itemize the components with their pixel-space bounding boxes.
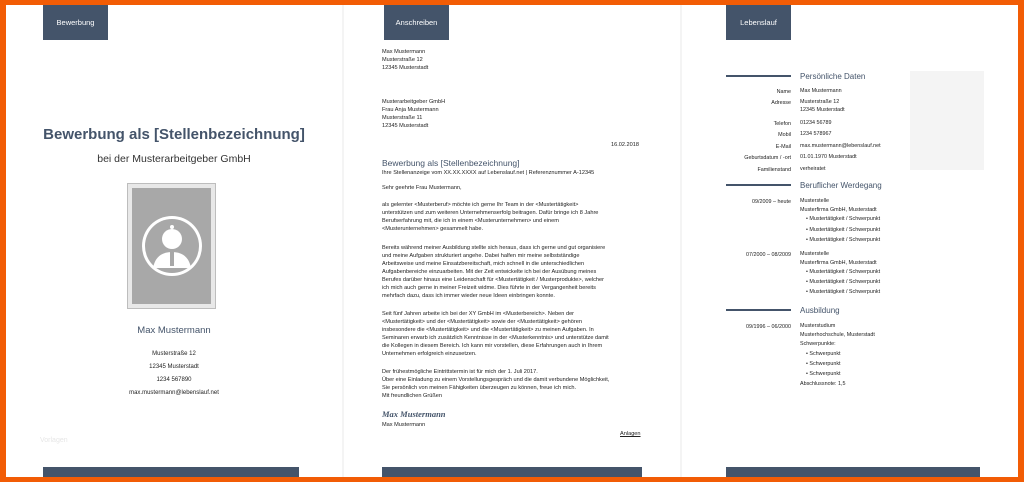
paragraph-line: ich mich auch gerne in meiner Freizeit widme. Dies führte in der Vergangenheit bereits	[382, 285, 596, 291]
education-heading: Ausbildung	[800, 306, 840, 315]
career-line: Musterstelle	[800, 251, 830, 257]
footer-bar	[726, 467, 980, 477]
paragraph-line: Arbeitsweise und meine Einsatzbereitschaft, mich schnell in die unterschiedlichen	[382, 261, 585, 267]
letter-subject: Bewerbung als [Stellenbezeichnung]	[382, 158, 520, 168]
orange-frame-right	[1018, 0, 1024, 482]
recipient-line: Musterstraße 11	[382, 115, 423, 121]
value-email: max.mustermann@lebenslauf.net	[800, 143, 881, 149]
paragraph-line: insbesondere die <Mustertätigkeit> und die <Mustertätigkeit> zu meinen Aufgaben. In	[382, 327, 594, 333]
footer-bar	[382, 467, 642, 477]
career-dates: 09/2009 – heute	[752, 199, 791, 205]
watermark: Vorlagen	[40, 437, 68, 444]
recipient-line: Musterarbeitgeber GmbH	[382, 99, 446, 105]
bullet-item: • Mustertätigkeit / Schwerpunkt	[806, 279, 881, 285]
paragraph-line: Aufgabenbereiche einzuarbeiten. Mit der Zeit entwickelte ich bei der Ausübung meines	[382, 269, 597, 275]
sender-city: 12345 Musterstadt	[382, 65, 429, 71]
tab-lebenslauf: Lebenslauf	[726, 5, 791, 40]
paragraph-line: Bereits während meiner Ausbildung stellte sich heraus, dass ich gerne und gut organisiere	[382, 245, 606, 251]
final-grade: Abschlussnote: 1,5	[800, 381, 846, 387]
education-dates: 09/1996 – 06/2000	[746, 324, 791, 330]
orange-frame-bottom	[0, 477, 1024, 482]
paragraph-line: Unternehmen erfolgreich einzusetzen.	[382, 351, 477, 357]
avatar-icon	[140, 214, 204, 278]
career-line: Musterfirma GmbH, Musterstadt	[800, 207, 877, 213]
label-marital: Familienstand	[757, 167, 791, 173]
value-marital: verheiratet	[800, 166, 826, 172]
section-rule	[726, 184, 791, 186]
sender-name: Max Mustermann	[382, 49, 426, 55]
career-heading: Beruflicher Werdegang	[800, 181, 882, 190]
personal-heading: Persönliche Daten	[800, 72, 866, 81]
paragraph-line: als gelernter <Musterberuf> möchte ich gerne Ihr Team in der <Mustertätigkeit>	[382, 202, 579, 208]
paragraph-line: <Mustertätigkeit> und der <Mustertätigkeit> sowie der <Mustertätigkeit> gehören	[382, 319, 582, 325]
cover-phone: 1234 567890	[156, 377, 192, 383]
value-name: Max Mustermann	[800, 88, 842, 94]
letter-date: 16.02.2018	[611, 142, 639, 148]
cover-street: Musterstraße 12	[152, 351, 196, 357]
label-phone: Telefon	[773, 121, 791, 127]
value-birth: 01.01.1970 Musterstadt	[800, 154, 857, 160]
tab-anschreiben: Anschreiben	[384, 5, 449, 40]
recipient-line: 12345 Musterstadt	[382, 123, 429, 129]
paragraph-line: unterstützen und zum weiteren Unternehmenserfolg beitragen. Dafür bringe ich 8 Jahre	[382, 210, 599, 216]
signature-name: Max Mustermann	[382, 422, 426, 428]
photo-placeholder	[127, 183, 216, 309]
paragraph-line: <Musterunternehmen> gesammelt habe.	[382, 226, 484, 232]
cover-subtitle: bei der Musterarbeitgeber GmbH	[97, 153, 251, 165]
cover-name: Max Mustermann	[137, 325, 211, 336]
label-name: Name	[776, 89, 791, 95]
attachments-link[interactable]: Anlagen	[620, 431, 641, 437]
paragraph-line: mehrfach dazu, dass ich immer wieder neue Ideen einbringen konnte.	[382, 293, 555, 299]
paragraph-line: Über eine Einladung zu einem Vorstellungsgespräch und die damit verbundene Möglichkeit,	[382, 377, 610, 383]
value-phone: 01234 56789	[800, 120, 832, 126]
paragraph-line: die Kollegen in diesem Bereich. Ich kann mir vorstellen, diese Erfahrungen auch in Ihrem	[382, 343, 603, 349]
education-line: Musterhochschule, Musterstadt	[800, 332, 875, 338]
label-birth: Geburtsdatum / -ort	[744, 155, 791, 161]
label-email: E-Mail	[775, 144, 791, 150]
tab-bewerbung: Bewerbung	[43, 5, 108, 40]
cover-title: Bewerbung als [Stellenbezeichnung]	[43, 126, 305, 143]
label-mobile: Mobil	[778, 132, 791, 138]
section-rule	[726, 309, 791, 311]
letter-page	[344, 5, 680, 477]
signature: Max Mustermann	[382, 409, 446, 419]
sender-street: Musterstraße 12	[382, 57, 423, 63]
education-line: Schwerpunkte:	[800, 341, 836, 347]
value-mobile: 1234 578967	[800, 131, 832, 137]
cv-page	[682, 5, 1018, 477]
recipient-line: Frau Anja Mustermann	[382, 107, 439, 113]
bullet-item: • Schwerpunkt	[806, 351, 841, 357]
paragraph-line: Der frühestmögliche Eintrittstermin ist für mich der 1. Juli 2017.	[382, 369, 538, 375]
value-address: Musterstraße 12	[800, 99, 840, 105]
bullet-item: • Mustertätigkeit / Schwerpunkt	[806, 269, 881, 275]
bullet-item: • Mustertätigkeit / Schwerpunkt	[806, 227, 881, 233]
bullet-item: • Schwerpunkt	[806, 361, 841, 367]
bullet-item: • Schwerpunkt	[806, 371, 841, 377]
paragraph-line: Berufes darüber hinaus eine Leidenschaft für <Mustertätigkeit / Musterprodukte>, welcher	[382, 277, 605, 283]
career-line: Musterstelle	[800, 198, 830, 204]
label-address: Adresse	[771, 100, 791, 106]
paragraph-line: Sie persönlich von meinen Fähigkeiten überzeugen zu können, freue ich mich.	[382, 385, 577, 391]
bullet-item: • Mustertätigkeit / Schwerpunkt	[806, 237, 881, 243]
cover-city: 12345 Musterstadt	[149, 364, 199, 370]
paragraph-line: Seit fünf Jahren arbeite ich bei der XY GmbH im <Musterbereich>. Neben der	[382, 311, 575, 317]
letter-reference: Ihre Stellenanzeige vom XX.XX.XXXX auf Lebenslauf.net | Referenznummer A-12345	[382, 170, 595, 176]
footer-bar	[43, 467, 299, 477]
education-line: Musterstudium	[800, 323, 836, 329]
paragraph-line: und meine Aufgaben strukturiert angehe. Dabei halfen mir meine selbstständige	[382, 253, 580, 259]
value-address: 12345 Musterstadt	[800, 107, 845, 113]
career-dates: 07/2000 – 08/2009	[746, 252, 791, 258]
bullet-item: • Mustertätigkeit / Schwerpunkt	[806, 289, 881, 295]
section-rule	[726, 75, 791, 77]
paragraph-line: Berufserfahrung mit, die ich in einem <Musterunternehmen> und einem	[382, 218, 559, 224]
cover-page	[6, 5, 342, 477]
paragraph-line: Seminaren erwarb ich zusätzlich Kenntnisse in der <Musterkenntnis> und unterstütze damit	[382, 335, 609, 341]
career-line: Musterfirma GmbH, Musterstadt	[800, 260, 877, 266]
closing: Mit freundlichen Grüßen	[382, 393, 443, 399]
salutation: Sehr geehrte Frau Mustermann,	[382, 185, 462, 191]
bullet-item: • Mustertätigkeit / Schwerpunkt	[806, 216, 881, 222]
cover-email: max.mustermann@lebenslauf.net	[129, 390, 219, 396]
cv-photo-area	[910, 71, 984, 170]
